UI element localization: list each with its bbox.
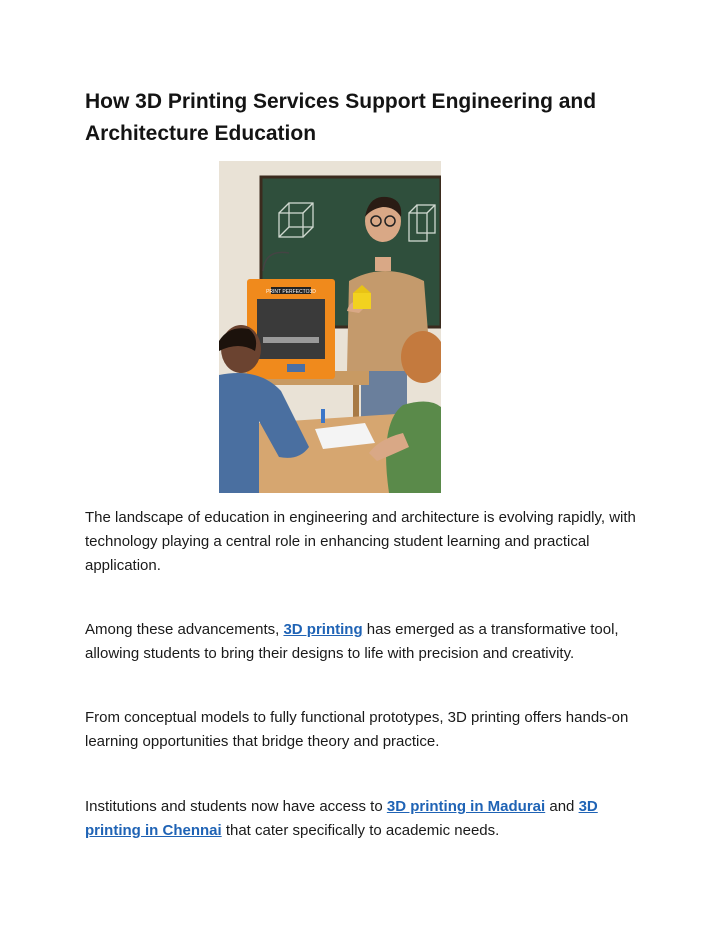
paragraph-institutions-lead: Institutions and students now have access to <box>85 798 387 815</box>
link-3d-printing[interactable]: 3D printing <box>283 621 363 638</box>
paragraph-institutions <box>85 795 641 843</box>
paragraph-prototypes-text: From conceptual models to fully functional prototypes, 3D printing offers hands-on learning opportunities that bridge theory and practice. <box>85 709 629 750</box>
page-title: How 3D Printing Services Support Engineering and Architecture Education <box>85 90 597 145</box>
paragraph-intro-text: The landscape of education in engineering and architecture is evolving rapidly, with technology playing a central role in enhancing student learning and practical application. <box>85 509 636 574</box>
paragraph-intro <box>85 506 641 578</box>
classroom-photo <box>219 161 441 493</box>
paragraph-advancements <box>85 618 641 666</box>
link-3d-printing-chennai[interactable]: 3D printing in Chennai <box>85 798 598 839</box>
classroom-illustration <box>219 161 441 493</box>
link-3d-printing-madurai[interactable]: 3D printing in Madurai <box>386 798 546 815</box>
paragraph-institutions-tail: that cater specifically to academic needs. <box>221 822 500 839</box>
printer-label: PRINT PERFECTO3D <box>266 289 316 295</box>
paragraph-prototypes <box>85 706 641 754</box>
paragraph-advancements-lead: Among these advancements, <box>85 621 284 638</box>
paragraph-institutions-and: and <box>545 798 579 815</box>
paragraph-advancements-tail: has emerged as a transformative tool, allowing students to bring their designs to life with precision and creativity. <box>85 621 619 662</box>
